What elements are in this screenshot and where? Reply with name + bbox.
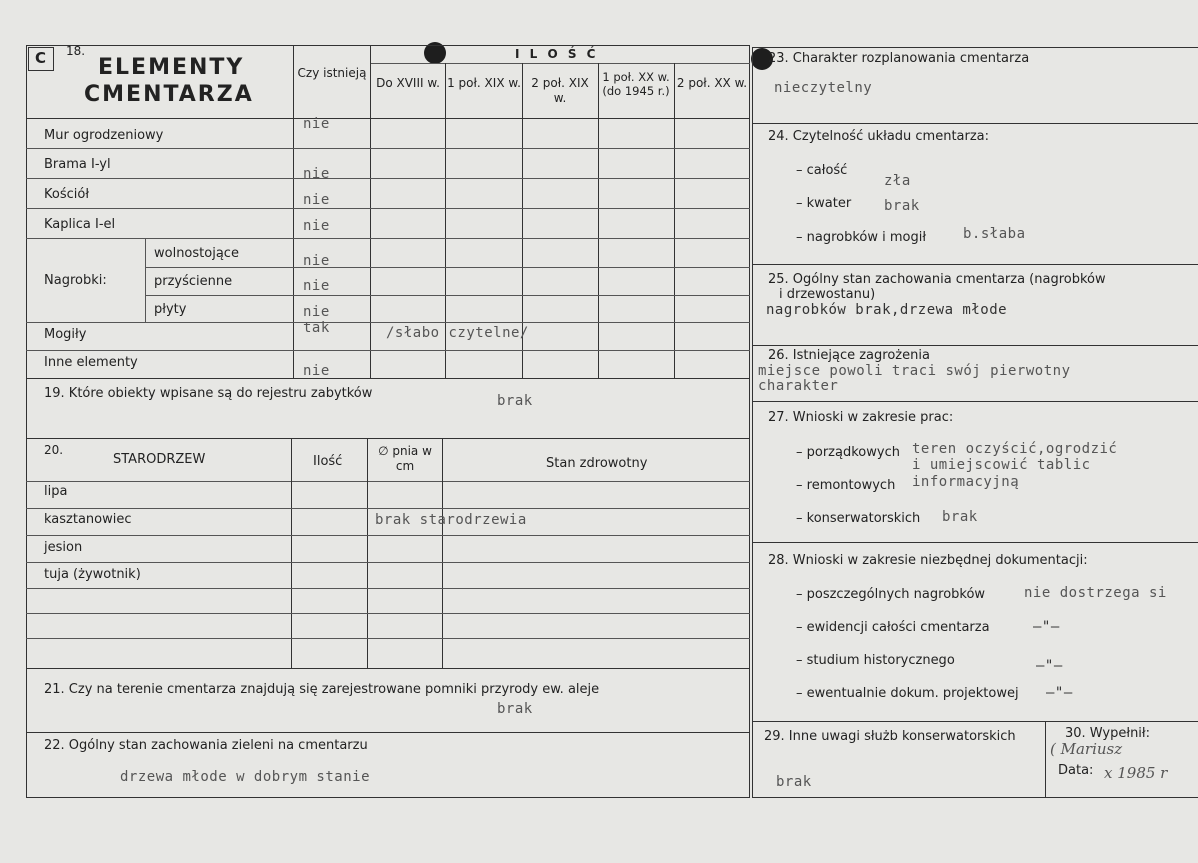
row-label: przyścienne: [154, 274, 233, 289]
q29-label: 29. Inne uwagi służb konserwatorskich: [764, 729, 1016, 744]
exists-value: nie: [303, 166, 330, 182]
q19-label: 19. Które obiekty wpisane są do rejestru zabytków: [44, 386, 373, 401]
period-header-3: 2 poł. XIX w.: [531, 76, 589, 105]
q29-answer: brak: [776, 774, 812, 790]
col-ilosc: Ilość: [313, 454, 343, 469]
q28-label: 28. Wnioski w zakresie niezbędnej dokumentacji:: [768, 553, 1088, 568]
q25-label-line1: 25. Ogólny stan zachowania cmentarza (nagrobków: [768, 272, 1106, 287]
period-header-4: 1 poł. XX w. (do 1945 r.): [602, 70, 670, 98]
q27-item-answer: brak: [942, 509, 978, 525]
q23-answer: nieczytelny: [774, 80, 873, 96]
section-number: 18.: [66, 44, 86, 58]
mogily-note: /słabo czytelne/: [386, 325, 529, 341]
starodrzew-title: STARODRZEW: [113, 452, 206, 467]
q27-item-answer: teren oczyścić,ogrodzić: [912, 441, 1118, 457]
row-label: wolnostojące: [154, 246, 239, 261]
q30-signature: ( Mariusz: [1050, 740, 1123, 758]
q22-answer: drzewa młode w dobrym stanie: [120, 769, 371, 785]
q24-item-label: – kwater: [796, 196, 852, 211]
row-label: płyty: [154, 302, 187, 317]
q27-extra-line: i umiejscowić tablic: [912, 457, 1091, 473]
row-label: Inne elementy: [44, 355, 138, 370]
q21-answer: brak: [497, 701, 533, 717]
exists-value: nie: [303, 304, 330, 320]
q23-label: 23. Charakter rozplanowania cmentarza: [768, 51, 1030, 66]
q28-item-answer: –"–: [1033, 619, 1060, 635]
col-diameter: ∅ pnia w cm: [378, 444, 432, 473]
row-label: Mogiły: [44, 327, 87, 342]
q20-number: 20.: [44, 443, 64, 457]
exists-value: nie: [303, 363, 330, 379]
row-label: Brama I-yl: [44, 157, 111, 172]
elements-title-line1: ELEMENTY: [98, 55, 245, 80]
q22-label: 22. Ogólny stan zachowania zieleni na cmentarzu: [44, 738, 368, 753]
q24-label: 24. Czytelność układu cmentarza:: [768, 129, 990, 144]
q19-answer: brak: [497, 393, 533, 409]
q27-item-label: – remontowych: [796, 478, 896, 493]
q27-item-label: – porządkowych: [796, 445, 900, 460]
col-stan: Stan zdrowotny: [546, 456, 648, 471]
row-label: Kościół: [44, 187, 90, 202]
q25-label-line2: i drzewostanu): [779, 287, 876, 302]
elements-title-line2: CMENTARZA: [84, 82, 254, 107]
q26-answer-line1: miejsce powoli traci swój pierwotny: [758, 363, 1071, 379]
period-header-5: 2 poł. XX w.: [676, 76, 748, 90]
q21-label: 21. Czy na terenie cmentarza znajdują się zarejestrowane pomniki przyrody ew. aleje: [44, 682, 600, 697]
q30-label: 30. Wypełnił:: [1065, 726, 1150, 741]
row-label: Mur ogrodzeniowy: [44, 128, 164, 143]
q28-item-label: – ewentualnie dokum. projektowej: [796, 686, 1019, 701]
exists-header: Czy istnieją: [297, 66, 367, 80]
q26-label: 26. Istniejące zagrożenia: [768, 348, 930, 363]
tree-label: tuja (żywotnik): [44, 567, 141, 582]
section-letter: C: [35, 49, 47, 67]
q28-item-answer: –"–: [1046, 685, 1073, 701]
exists-value: nie: [303, 253, 330, 269]
q24-item-answer: zła: [884, 173, 911, 189]
ilosc-header: I L O Ś Ć: [515, 47, 599, 61]
q28-item-label: – studium historycznego: [796, 653, 955, 668]
q28-item-label: – poszczególnych nagrobków: [796, 587, 986, 602]
exists-value: nie: [303, 116, 330, 132]
exists-value: tak: [303, 320, 330, 336]
q30-date: x 1985 r: [1104, 764, 1168, 782]
period-header-1: Do XVIII w.: [376, 76, 440, 90]
q28-item-answer: –"–: [1036, 658, 1063, 674]
q27-item-label: – konserwatorskich: [796, 511, 921, 526]
nagrobki-label: Nagrobki:: [44, 273, 107, 288]
q24-item-answer: brak: [884, 198, 920, 214]
q27-item-answer: informacyjną: [912, 474, 1020, 490]
q25-answer: nagrobków brak,drzewa młode: [766, 302, 1008, 318]
exists-value: nie: [303, 192, 330, 208]
exists-value: nie: [303, 218, 330, 234]
exists-value: nie: [303, 278, 330, 294]
tree-label: jesion: [44, 540, 83, 555]
q24-item-label: – całość: [796, 163, 848, 178]
q26-answer-line2: charakter: [758, 378, 839, 394]
q28-item-label: – ewidencji całości cmentarza: [796, 620, 990, 635]
q24-item-answer: b.słaba: [963, 226, 1026, 242]
q20-answer: brak starodrzewia: [375, 512, 527, 528]
row-label: Kaplica I-el: [44, 217, 116, 232]
period-header-2: 1 poł. XIX w.: [447, 76, 521, 90]
q27-label: 27. Wnioski w zakresie prac:: [768, 410, 954, 425]
tree-label: kasztanowiec: [44, 512, 132, 527]
q28-item-answer: nie dostrzega si: [1024, 585, 1167, 601]
q30-date-label: Data:: [1058, 763, 1094, 778]
tree-label: lipa: [44, 484, 68, 499]
q24-item-label: – nagrobków i mogił: [796, 230, 927, 245]
